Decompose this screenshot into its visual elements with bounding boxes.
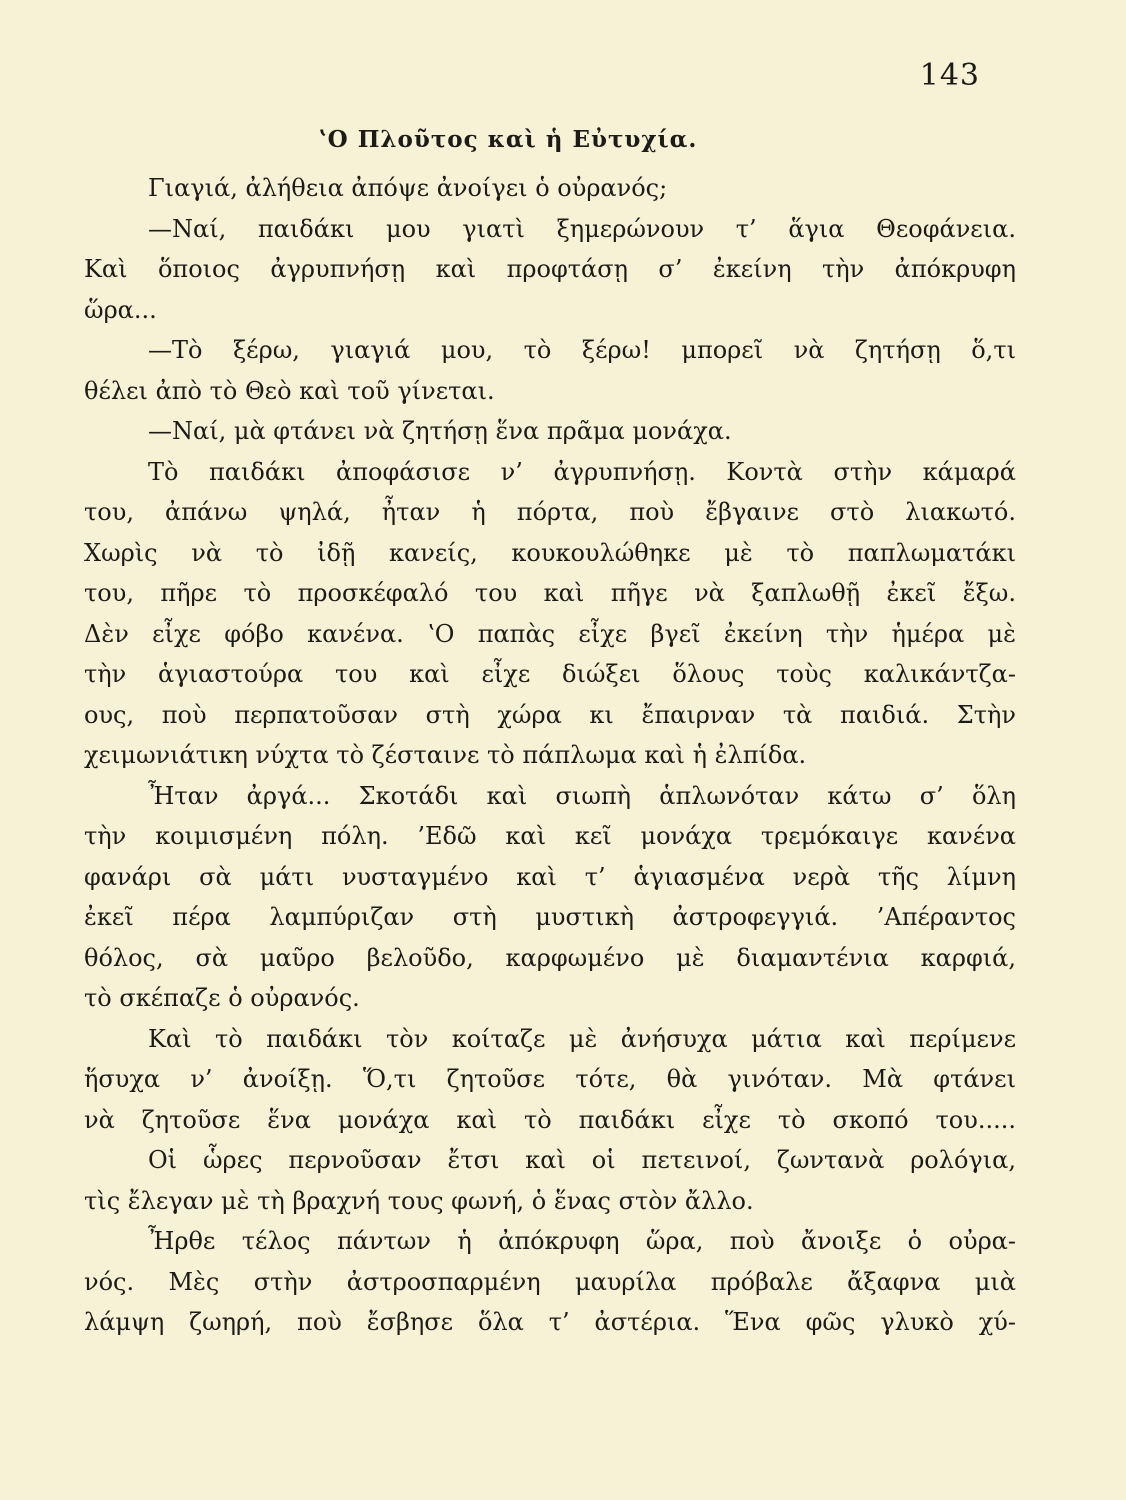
text-line: ἐκεῖ πέρα λαμπύριζαν στὴ μυστικὴ ἀστροφεγγιά. ’Απέραντος bbox=[84, 903, 1016, 931]
text-line: ἥσυχα ν’ ἀνοίξῃ. Ὅ,τι ζητοῦσε τότε, θὰ γινόταν. Μὰ φτάνει bbox=[84, 1065, 1016, 1093]
text-line: θόλος, σὰ μαῦρο βελοῦδο, καρφωμένο μὲ διαμαντένια καρφιά, bbox=[84, 943, 1016, 972]
text-line: του, πῆρε τὸ προσκέφαλό του καὶ πῆγε νὰ ξαπλωθῇ ἐκεῖ ἔξω. bbox=[84, 579, 1016, 607]
text-line: —Ναί, παιδάκι μου γιατὶ ξημερώνουν τ’ ἅγια Θεοφάνεια. bbox=[148, 214, 1016, 243]
body-text bbox=[84, 168, 1016, 1343]
text-line: Ἦρθε τέλος πάντων ἡ ἀπόκρυφη ὥρα, ποὺ ἄνοιξε ὁ οὐρα- bbox=[148, 1227, 1016, 1255]
text-line: φανάρι σὰ μάτι νυσταγμένο καὶ τ’ ἁγιασμένα νερὰ τῆς λίμνη bbox=[84, 862, 1016, 891]
story-title: ʽΟ Πλοῦτος καὶ ἡ Εὐτυχία. bbox=[318, 126, 698, 153]
text-line: ὥρα... bbox=[84, 295, 157, 324]
text-line: θέλει ἀπὸ τὸ Θεὸ καὶ τοῦ γίνεται. bbox=[84, 376, 495, 405]
text-line: τὶς ἔλεγαν μὲ τὴ βραχνή τους φωνή, ὁ ἕνας στὸν ἄλλο. bbox=[84, 1186, 754, 1215]
text-line: νὰ ζητοῦσε ἕνα μονάχα καὶ τὸ παιδάκι εἶχε τὸ σκοπό του..... bbox=[84, 1105, 1016, 1134]
text-line: τὴν ἁγιαστούρα του καὶ εἶχε διώξει ὅλους τοὺς καλικάντζα- bbox=[84, 660, 1016, 688]
text-line: Καὶ ὅποιος ἀγρυπνήσῃ καὶ προφτάσῃ σ’ ἐκείνη τὴν ἀπόκρυφη bbox=[84, 255, 1016, 283]
text-line: τὴν κοιμισμένη πόλη. ’Εδῶ καὶ κεῖ μονάχα τρεμόκαιγε κανένα bbox=[84, 822, 1016, 850]
text-line: ους, ποὺ περπατοῦσαν στὴ χώρα κι ἔπαιρναν τὰ παιδιά. Στὴν bbox=[84, 700, 1016, 729]
text-line: —Ναί, μὰ φτάνει νὰ ζητήσῃ ἕνα πρᾶμα μονάχα. bbox=[148, 417, 732, 445]
text-line: του, ἀπάνω ψηλά, ἦταν ἡ πόρτα, ποὺ ἔβγαινε στὸ λιακωτό. bbox=[84, 498, 1016, 526]
text-line: —Τὸ ξέρω, γιαγιά μου, τὸ ξέρω! μπορεῖ νὰ ζητήσῃ ὅ,τι bbox=[148, 336, 1016, 364]
text-line: λάμψη ζωηρή, ποὺ ἔσβησε ὅλα τ’ ἀστέρια. Ἕνα φῶς γλυκὸ χύ- bbox=[84, 1308, 1016, 1336]
text-line: Δὲν εἶχε φόβο κανένα. ʽΟ παπὰς εἶχε βγεῖ ἐκείνη τὴν ἡμέρα μὲ bbox=[84, 619, 1016, 648]
text-line: χειμωνιάτικη νύχτα τὸ ζέσταινε τὸ πάπλωμα καὶ ἡ ἐλπίδα. bbox=[84, 741, 807, 769]
text-line: Χωρὶς νὰ τὸ ἰδῇ κανείς, κουκουλώθηκε μὲ τὸ παπλωματάκι bbox=[84, 538, 1016, 567]
text-line: Ἦταν ἀργά... Σκοτάδι καὶ σιωπὴ ἁπλωνόταν κάτω σ’ ὅλη bbox=[148, 781, 1016, 810]
text-line: Οἱ ὧρες περνοῦσαν ἔτσι καὶ οἱ πετεινοί, ζωντανὰ ρολόγια, bbox=[148, 1146, 1016, 1174]
text-line: τὸ σκέπαζε ὁ οὐρανός. bbox=[84, 984, 360, 1012]
text-line: Τὸ παιδάκι ἀποφάσισε ν’ ἀγρυπνήσῃ. Κοντὰ στὴν κάμαρά bbox=[148, 457, 1016, 486]
text-line: Καὶ τὸ παιδάκι τὸν κοίταζε μὲ ἀνήσυχα μάτια καὶ περίμενε bbox=[148, 1024, 1016, 1053]
text-line: νός. Μὲς στὴν ἀστροσπαρμένη μαυρίλα πρόβαλε ἄξαφνα μιὰ bbox=[84, 1267, 1016, 1296]
page-number: 143 bbox=[919, 58, 980, 93]
text-line: Γιαγιά, ἀλήθεια ἀπόψε ἀνοίγει ὁ οὐρανός; bbox=[148, 174, 668, 202]
